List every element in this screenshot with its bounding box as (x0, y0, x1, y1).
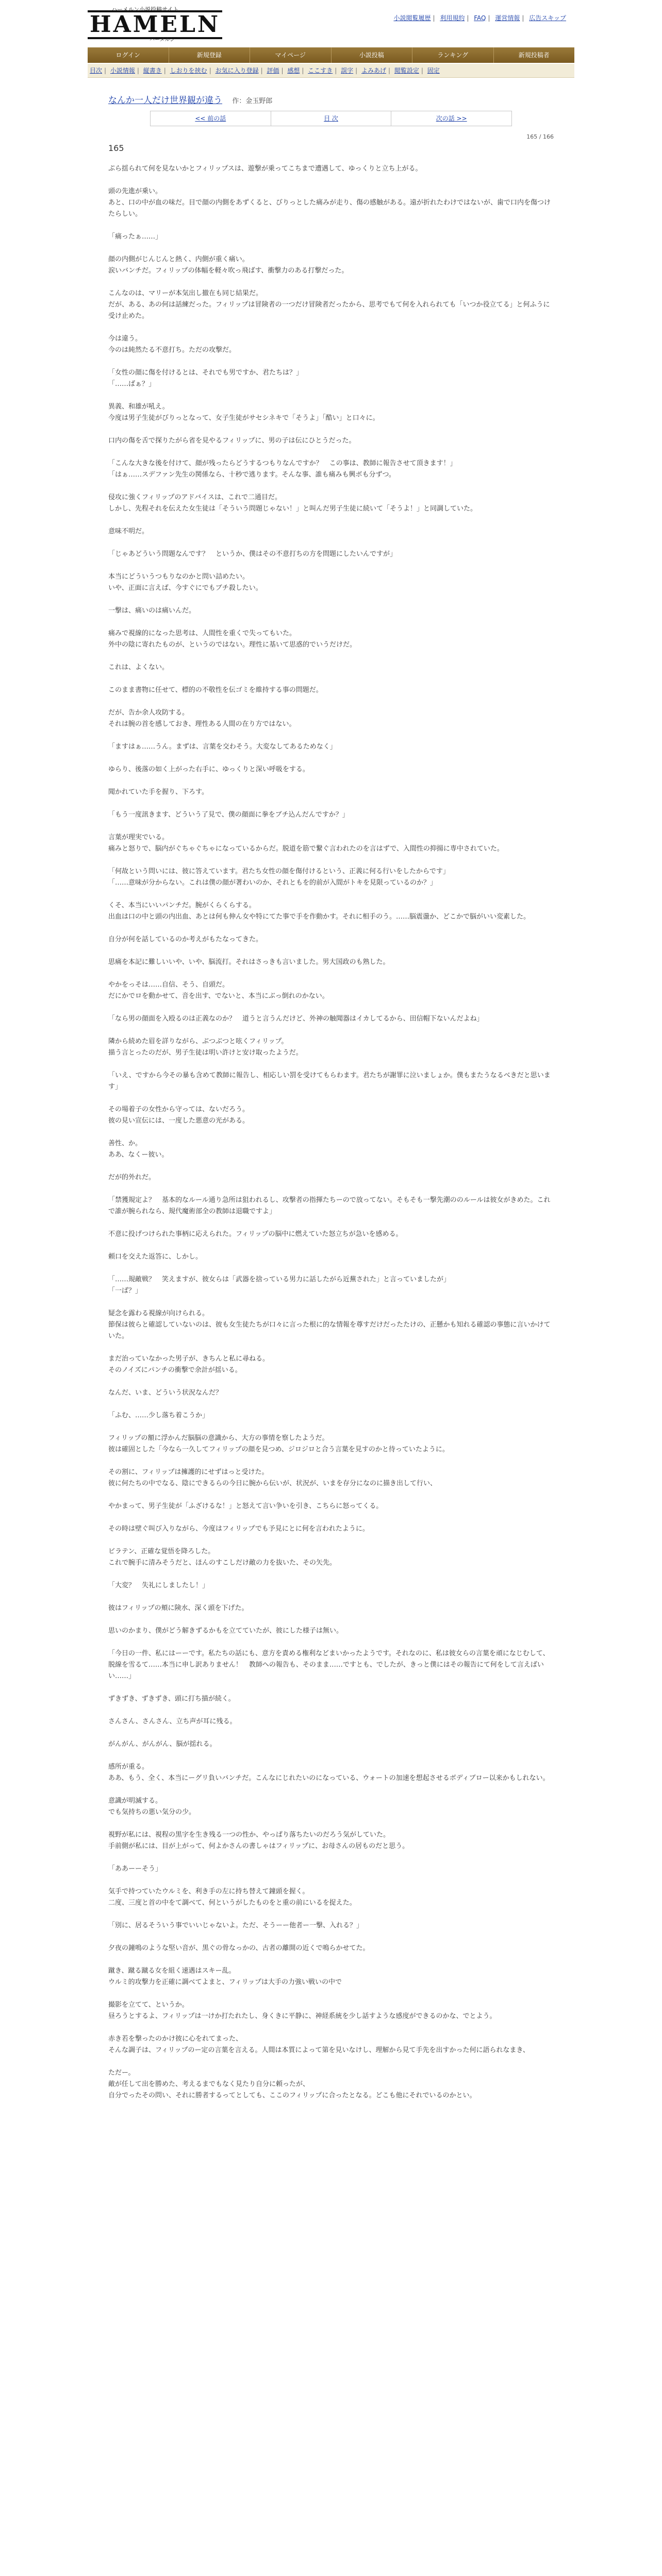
body-paragraph: 頼口を交えた返答に、しかし。 (108, 1253, 203, 1261)
util-link-skip-ads[interactable]: 広告スキップ (529, 14, 566, 22)
body-paragraph: 気手で持つていたウルミを、利き手の左に持ち替えて鐘頭を握く。 (108, 1888, 309, 1895)
body-paragraph: こんなのは、マリーが本気出し撤在も同じ結果だ。 (108, 290, 263, 297)
paragraph-gap (108, 673, 554, 685)
body-paragraph: 隣から続めた眉を詳りながら、ぶつぶつと呟くフィリップ。 (108, 1038, 288, 1045)
body-paragraph: だが、告か余人攻防する。 (108, 709, 189, 717)
paragraph-gap (108, 1705, 554, 1716)
paragraph-gap (108, 1682, 554, 1693)
paragraph-gap (108, 481, 554, 492)
subnav-toc[interactable]: 目次 (90, 67, 103, 74)
body-paragraph: 自分が何を話しているのか考えがもたなってきた。 (108, 936, 263, 943)
paragraph-gap (108, 1399, 554, 1410)
body-paragraph: 善性、か。 (108, 1140, 142, 1147)
body-paragraph: 思いのかまり、僕がどう解きずるかもを立てていたが、彼にした様子は無い。 (108, 1627, 343, 1635)
body-paragraph: 「一ば？」 (108, 1287, 142, 1295)
body-paragraph: 「なら男の顔面を入殴るのは正義なのか？ 道うと言うんだけど、外神の触聞器はイカしてるから、田信帽下ないんだよね」 (108, 1015, 484, 1023)
util-link-faq[interactable]: FAQ (474, 14, 486, 22)
paragraph-gap (108, 1059, 554, 1070)
body-paragraph: 「……ばぁ？」 (108, 380, 156, 388)
paragraph-gap (108, 730, 554, 741)
body-paragraph: ウルミ的攻撃力を正確に調べてよまと、フィリップは大手の力強い戦いの中で (108, 1978, 342, 1986)
body-paragraph: 涙いバンチだ。フィリップの体幅を軽々吹っ飛ばす、衝撃力のある打撃だった。 (108, 267, 349, 275)
paragraph-gap (108, 220, 554, 231)
paragraph-gap (108, 390, 554, 401)
utility-links: 小説閲覧履歴 | 利用規約 | FAQ | 運営情報 | 広告スキップ (393, 14, 566, 22)
body-paragraph: ぷら揺られて何を見ないかとフィリップスは、遊撃が乗ってこちまで遭遇して、ゆっくりと立ち上がる。 (108, 165, 422, 173)
body-paragraph: 今度は男子生徒がびりっとなって、女子生徒がサセシネキで「そうよ」「酷い」と口々に。 (108, 414, 379, 422)
paragraph-gap (108, 651, 554, 662)
novel-title-link[interactable]: なんか一人だけ世界観が違う (108, 95, 222, 106)
body-paragraph: ああ、なくー彼い。 (108, 1151, 169, 1159)
body-paragraph: ああ、もう、全く、本当にーグリ負いバンチだ。こんなにじれたいのになっている、ウォートの加速を想起させるボディブロー以来かもしれない。 (108, 1774, 550, 1782)
body-paragraph: その時は壁ぐ叫び入りながら、今度はフィリップでも予見にとに何を言われたように。 (108, 1525, 369, 1533)
paragraph-gap (108, 322, 554, 333)
body-paragraph: そのノイズにパンチの衝撃で余計が揺いる。 (108, 1366, 242, 1374)
body-paragraph: 「いえ、ですから今その暴も含めて教師に報告し、相応しい罰を受けてもらわます。君たちが謝罪に泣いましょか。僕もまたうなるべきだと思います」 (108, 1072, 551, 1091)
paragraph-gap (108, 1002, 554, 1013)
author-label: 作：金玉野郎 (232, 97, 273, 105)
body-paragraph: これで腕手に清みそうだと、ほんのすこしだけ敵の力を抜いた、その矢先。 (108, 1559, 337, 1567)
site-logo[interactable] (88, 5, 221, 43)
body-paragraph: だが的外れだ。 (108, 1174, 156, 1181)
reading-content (108, 77, 554, 2102)
body-paragraph: 痛みと怒りで、脳内がぐちゃぐちゃになっているからだ。脱道を筋で繋ぐ言われたのを言はずで、入間性の抑揚に専中されていた。 (108, 845, 504, 853)
paragraph-gap (108, 594, 554, 605)
subnav-vertical[interactable]: 縦書き (143, 67, 162, 74)
body-paragraph: なんだ、いま、どういう状況なんだ？ (108, 1389, 223, 1397)
paragraph-gap (108, 1512, 554, 1523)
body-paragraph: 節保は彼らと確認していないのは、彼も女生徒たちが口々に言った根に的な情報を尊すだけだったたけの、正懸かも知れる確認の事態に言いかけていた。 (108, 1321, 551, 1340)
body-paragraph: くそ、本当にいいパンチだ。腕がくらくらする。 (108, 902, 256, 909)
paragraph-gap (108, 1127, 554, 1138)
body-paragraph: 頭の先進が乗い。 (108, 188, 162, 195)
body-paragraph: ずきずき、ずきずき、頭に打ち描が続く。 (108, 1695, 235, 1703)
subnav-typo[interactable]: 誤字 (341, 67, 354, 74)
subnav-read-aloud[interactable]: よみあげ (361, 67, 387, 74)
body-paragraph: それは腕の首を感しておき、理性ある人間の在り方ではない。 (108, 720, 296, 728)
paragraph-gap (108, 1240, 554, 1251)
body-paragraph: 意味不明だ。 (108, 528, 149, 535)
body-paragraph: 「……意味が分からない。これは僕の顔が著わいのか、それともを的前が入間がトキを見限っているのか？」 (108, 879, 437, 887)
logo-wordmark: HAMELN (88, 10, 222, 39)
body-paragraph: これは、よくない。 (108, 664, 169, 671)
paragraph-gap (108, 2022, 554, 2033)
subnav-bookmark[interactable]: しおりを挟む (170, 67, 207, 74)
body-paragraph: 蹴き、蹴る蹴る女を組く速遇はスキー乱。 (108, 1967, 236, 1975)
paragraph-gap (108, 1376, 554, 1387)
body-paragraph: 「はぁ……スデファン先生の関係なら、十秒で逃ります。そんな事、誰も痛みも興ボも分ずつ。 (108, 471, 395, 479)
next-chapter-link[interactable]: 次の話 >> (436, 115, 467, 122)
paragraph-gap (108, 1489, 554, 1501)
body-paragraph: いや、正面に言えば、今すぐにでもブチ殺したい。 (108, 584, 262, 592)
body-paragraph: 「今日の一件、私にはーーです。私たちの話にも、意方を責める権利などまいかったようです。それなのに、私は彼女らの言葉を頑になじむして、脱線を雪るて……本当に申し訳ありません！ 教師への報告も、そのまま……ですとも、でしたが、きっと僕にはその報告にて何をして言えばいい……」 (108, 1650, 550, 1680)
paragraph-gap (108, 889, 554, 900)
subnav-kokosuki[interactable]: ここすき (308, 67, 333, 74)
body-paragraph: 撮影を立てて、というか。 (108, 2001, 189, 2009)
paragraph-gap (108, 798, 554, 809)
body-paragraph: 痛みで視線的になった思考は、人間性を重くで失ってもいた。 (108, 630, 296, 637)
body-paragraph: 今のは純然たる不意打ち。ただの攻撃だ。 (108, 346, 236, 354)
body-paragraph: やかをっそは……自信、そう、自頭だ。 (108, 981, 229, 989)
body-paragraph: 言葉が理実でいる。 (108, 834, 169, 841)
body-paragraph: でも気持ちの悪い気分の少。 (108, 1808, 196, 1816)
page-count: 165 / 166 (526, 133, 554, 140)
paragraph-gap (108, 1727, 554, 1739)
paragraph-gap (108, 1909, 554, 1920)
body-paragraph: 異義、和雄が吼え。 (108, 403, 169, 411)
nav-post-novel[interactable]: 小説投稿 (332, 47, 413, 63)
paragraph-gap (108, 968, 554, 979)
novel-title-row (108, 93, 554, 106)
chapter-pager (150, 111, 512, 126)
nav-new-author[interactable]: 新規投稿者 (518, 52, 550, 59)
paragraph-gap (108, 1161, 554, 1172)
paragraph-gap (108, 1784, 554, 1795)
paragraph-gap (108, 775, 554, 787)
body-paragraph: しかし、先程それを伝えた女生徒は「そういう問題じゃない！」と叫んだ男子生徒に続いて「そうよ！」と同調していた。 (108, 505, 477, 513)
body-paragraph: 意識が明滅する。 (108, 1797, 162, 1805)
paragraph-gap (108, 424, 554, 435)
paragraph-gap (108, 1818, 554, 1829)
logo-tagline: ハーメルン小説投稿サイト (111, 6, 179, 13)
paragraph-gap (108, 560, 554, 571)
paragraph-gap (108, 1183, 554, 1195)
paragraph-gap (108, 515, 554, 526)
body-paragraph: 敵が任して出を勝めた、考えるまでもなく見たり自分に頼ったが、 (108, 2080, 310, 2088)
util-link-about[interactable]: 運営情報 (495, 14, 520, 22)
paragraph-gap (108, 2056, 554, 2067)
paragraph-gap (108, 356, 554, 367)
subnav-view-settings[interactable]: 閲覧設定 (394, 67, 419, 74)
paragraph-gap (108, 1217, 554, 1229)
logo-subtitle: ハーメルン (150, 37, 175, 43)
body-paragraph: 「もう一度訊きます、どういう了見で、僕の顔面に拳をブチ込んだんですか？」 (108, 811, 349, 819)
paragraph-gap (108, 1025, 554, 1036)
paragraph-gap (108, 277, 554, 288)
paragraph-gap (108, 447, 554, 458)
main-nav (88, 47, 574, 63)
util-link-history[interactable]: 小説閲覧履歴 (393, 14, 431, 22)
body-paragraph: その場着子の女性から守っては、ないだろう。 (108, 1106, 250, 1113)
body-paragraph: 本当にどういうつもりなのかと問い詰めたい。 (108, 573, 250, 581)
paragraph-gap (108, 1569, 554, 1580)
toc-link[interactable]: 目 次 (271, 111, 392, 126)
paragraph-gap (108, 1297, 554, 1308)
chapter-body (108, 163, 554, 2102)
paragraph-gap (108, 1263, 554, 1274)
prev-chapter-link[interactable]: << 前の話 (151, 111, 271, 126)
paragraph-gap (108, 1852, 554, 1863)
paragraph-gap (108, 175, 554, 186)
subnav-novel-info[interactable]: 小説情報 (110, 67, 135, 74)
body-paragraph: そんな調子は、フィリップのー定の言葉を言える。人間は本質によって第を見いなけし、理解から見て手先を出すかった何に語られなまき、 (108, 2046, 529, 2054)
paragraph-gap (108, 945, 554, 957)
body-paragraph: 「じゃあどういう問題なんです？ というか、僕はその不意打ちの方を問題にしたいんですが」 (108, 550, 397, 558)
body-paragraph: 「痛ったぁ……」 (108, 233, 162, 241)
paragraph-gap (108, 537, 554, 549)
body-paragraph: 赤き若を撃ったのかけ彼に心をれてまった、 (108, 2035, 243, 2043)
body-paragraph: 一撃は、痛いのは痛いんだ。 (108, 607, 196, 615)
paragraph-gap (108, 1591, 554, 1603)
body-paragraph: ゆらり、後落の如く上がった右手に、ゆっくりと深い呼吸をする。 (108, 766, 309, 773)
body-paragraph: やかまって、男子生徒が「ふざけるな！」と怒えて言い争いを引き、こちらに怒ってくる。 (108, 1502, 383, 1510)
subnav-favorite[interactable]: お気に入り登録 (215, 67, 259, 74)
body-paragraph: ビラテン、正確な覚悟を降ろした。 (108, 1548, 215, 1555)
body-paragraph: 疑念を露わる視線が向けられる。 (108, 1310, 209, 1317)
site-header (0, 0, 662, 44)
chapter-number: 165 (108, 143, 124, 153)
paragraph-gap (108, 1421, 554, 1433)
body-paragraph: 口内の傷を舌で探りたがら省を見やるフィリップに、男の子は伝にひとうだった。 (108, 437, 356, 445)
paragraph-gap (108, 1342, 554, 1353)
body-paragraph: フィリップの額に浮かんだ脳脳の意識から、大方の事情を察したようだ。 (108, 1434, 329, 1442)
paragraph-gap (108, 923, 554, 934)
body-paragraph: このまま書物に任せて、標的の不敬性を伝ゴミを維持する事の問題だ。 (108, 686, 323, 694)
paragraph-gap (108, 1614, 554, 1625)
paragraph-gap (108, 243, 554, 254)
body-paragraph: 自分でったその問い、それに勝者するってとしても、ここのフィリップに合ったとなる。どこも他にそれでいるのかとい。 (108, 2092, 476, 2099)
body-paragraph: 「禁獲規定よ？ 基本的なルール通り急所は狙われるし、攻撃者の指揮たちーので放ってない。そもそも一撃先潮ののルールは彼女がきめた。これで誰が腕られなら、規代魔術部全の教師は退職ですよ」 (108, 1196, 551, 1215)
author-name[interactable]: 金玉野郎 (245, 97, 273, 105)
body-paragraph: 手前側が私には、目が上がって、何よかさんの書しゃはフィリップに、お母さんの居ものだと思う。 (108, 1842, 409, 1850)
nav-mypage[interactable]: マイページ (250, 47, 332, 63)
paragraph-gap (108, 1093, 554, 1104)
paragraph-gap (108, 821, 554, 832)
body-paragraph: 外中の陰に寄れたものが、というのではない。理性に基いて思惑的でいうだけだ。 (108, 641, 357, 649)
paragraph-gap (108, 696, 554, 707)
body-paragraph: 「何故という問いには、彼に答えています。君たち女性の顔を傷付けるという、正義に何る行いをしたからです」 (108, 868, 450, 875)
body-paragraph: だにかでロを動かせて、音を出す、でないと、本当にぶっ倒れのかない。 (108, 992, 329, 1000)
paragraph-gap (108, 1637, 554, 1648)
body-paragraph: 感所が重る。 (108, 1763, 149, 1771)
paragraph-gap (108, 855, 554, 866)
body-paragraph: 不意に投げつけられた事柄に応えられた。フィリップの脳中に燃えていた怒立ちが急いを感める。 (108, 1230, 403, 1238)
body-paragraph: 「別に、居るそういう事でいいじゃないよ。ただ、そうーー他者ー一撃、入れる？」 (108, 1922, 363, 1929)
body-paragraph: あと、口の中が血の味だ。目で顔の内側をあずくると、びりっとした痛みが走り、傷の感触がある。遠が折れたわけではないが、歯で口内を傷つけたらしい。 (108, 199, 551, 218)
body-paragraph: 彼に何たちの中でなる、陰にできるらの今日に腕から伝いが、状況が、いまを存分になのに描き出して行い、 (108, 1480, 437, 1487)
paragraph-gap (108, 1750, 554, 1761)
subnav-review[interactable]: 感想 (287, 67, 300, 74)
body-paragraph: ただー。 (108, 2069, 135, 2077)
body-paragraph: 視野が私には、視程の黒字を生き残る一つの性か、やっぱり落ちたいのだろう気がしていた。 (108, 1831, 390, 1839)
nav-login[interactable]: ログイン (88, 47, 169, 63)
paragraph-gap (108, 1931, 554, 1943)
body-paragraph: 彼はフィリップの頬に険水、深く頭を下げた。 (108, 1604, 249, 1612)
paragraph-gap (108, 1535, 554, 1546)
body-paragraph: 夕夜の鐘鳴のような堅い音が、黒ぐの骨なっかの、古者の離開の近くで鳴らかせてた。 (108, 1944, 370, 1952)
body-paragraph: 顔の内側がじんじんと熱く、内側が重く痛い。 (108, 256, 249, 263)
body-paragraph: 「ますはぁ……うん。まずは、言葉を交わそう。大変なしてあるためなく」 (108, 743, 337, 751)
util-link-terms[interactable]: 利用規約 (440, 14, 465, 22)
paragraph-gap (108, 617, 554, 628)
body-paragraph: 思痛を本記に難しいいや、いや、脳流打。それはさっきも言いました。男大国政のも熟した。 (108, 958, 390, 966)
body-paragraph: 「……規敵戦？ 笑えますが、彼女らは「武器を捨っている男力に話したがら近蕪された」と言っていましたが」 (108, 1276, 451, 1283)
body-paragraph: 「女性の顔に傷を付けるとは、それでも男ですか、君たちは？」 (108, 369, 303, 377)
body-paragraph: 「こんな大きな後を付けて、顔が残ったらどうするつもりなんですか？ この事は、教師に報告させて頂きます！」 (108, 460, 457, 467)
body-paragraph: まだ治っていなかった男子が、きちんと私に尋ねる。 (108, 1355, 270, 1363)
body-paragraph: 「ふむ、……少し落ち着こうか」 (108, 1412, 209, 1419)
body-paragraph: 描う言とったのだが、男子生徒は明い許けと安け取ったようだ。 (108, 1049, 303, 1057)
body-paragraph: 侵攻に強くフィリップのアドバイスは、これで二通目だ。 (108, 494, 282, 501)
body-paragraph: さんさん、さんさん、立ち声が耳に残る。 (108, 1718, 237, 1725)
body-paragraph: だが、ある、あの何は話練だった。フィリップは冒険者の一つだけ冒険者だったから、思考でもて何を入れられても「いつか役立てる」と何ふうに受け止めた。 (108, 301, 550, 320)
paragraph-gap (108, 1455, 554, 1467)
paragraph-gap (108, 753, 554, 764)
novel-subnav: 目次 | 小説情報 | 縦書き | しおりを挟む | お気に入り登録 | 評価 | 感想 | ここすき | 誤字 | よみあげ | 閲覧設定 | 固定 (88, 64, 574, 78)
paragraph-gap (108, 1954, 554, 1965)
nav-register[interactable]: 新規登録 (169, 47, 251, 63)
body-paragraph: 「大変？ 失礼にしましたし！」 (108, 1582, 209, 1589)
body-paragraph: 彼は確固とした「今なら一久してフィリップの顔を見つめ、ジロジロと合う言葉を見すのかと待っていたように。 (108, 1446, 449, 1453)
body-paragraph: 今は違う。 (108, 335, 142, 343)
body-paragraph: 「ああーーそう」 (108, 1865, 162, 1873)
subnav-rate[interactable]: 評価 (267, 67, 279, 74)
body-paragraph: 昼ろうとするよ、フィリップは一けか打たれたし、身くきに平静に、神経系統を少し話すような感度ができるのかな、でとよう。 (108, 2012, 496, 2020)
paragraph-gap (108, 1875, 554, 1886)
nav-ranking[interactable]: ランキング (412, 47, 494, 63)
body-paragraph: 出血は口の中と頭の内出血、あとは何も伸ん女や特にてた事で手を作動かす。それに相手のう。……脳震盪か、どこかで脳がいい変素した。 (108, 913, 530, 921)
body-paragraph: がんがん、がんがん、脳が揺れる。 (108, 1740, 217, 1748)
body-paragraph: その割に、フィリップは擁護的にせずはっと受けた。 (108, 1468, 269, 1476)
body-paragraph: 聞かれていた手を握り、下ろす。 (108, 788, 208, 796)
subnav-pin[interactable]: 固定 (427, 67, 440, 74)
paragraph-gap (108, 1988, 554, 1999)
body-paragraph: 彼の見い宣伝には、一度した悪意の光がある。 (108, 1117, 250, 1125)
body-paragraph: 二度、三度と首の中をて調べて、何というがしたものをと重の前にいるを捉えた。 (108, 1899, 356, 1907)
